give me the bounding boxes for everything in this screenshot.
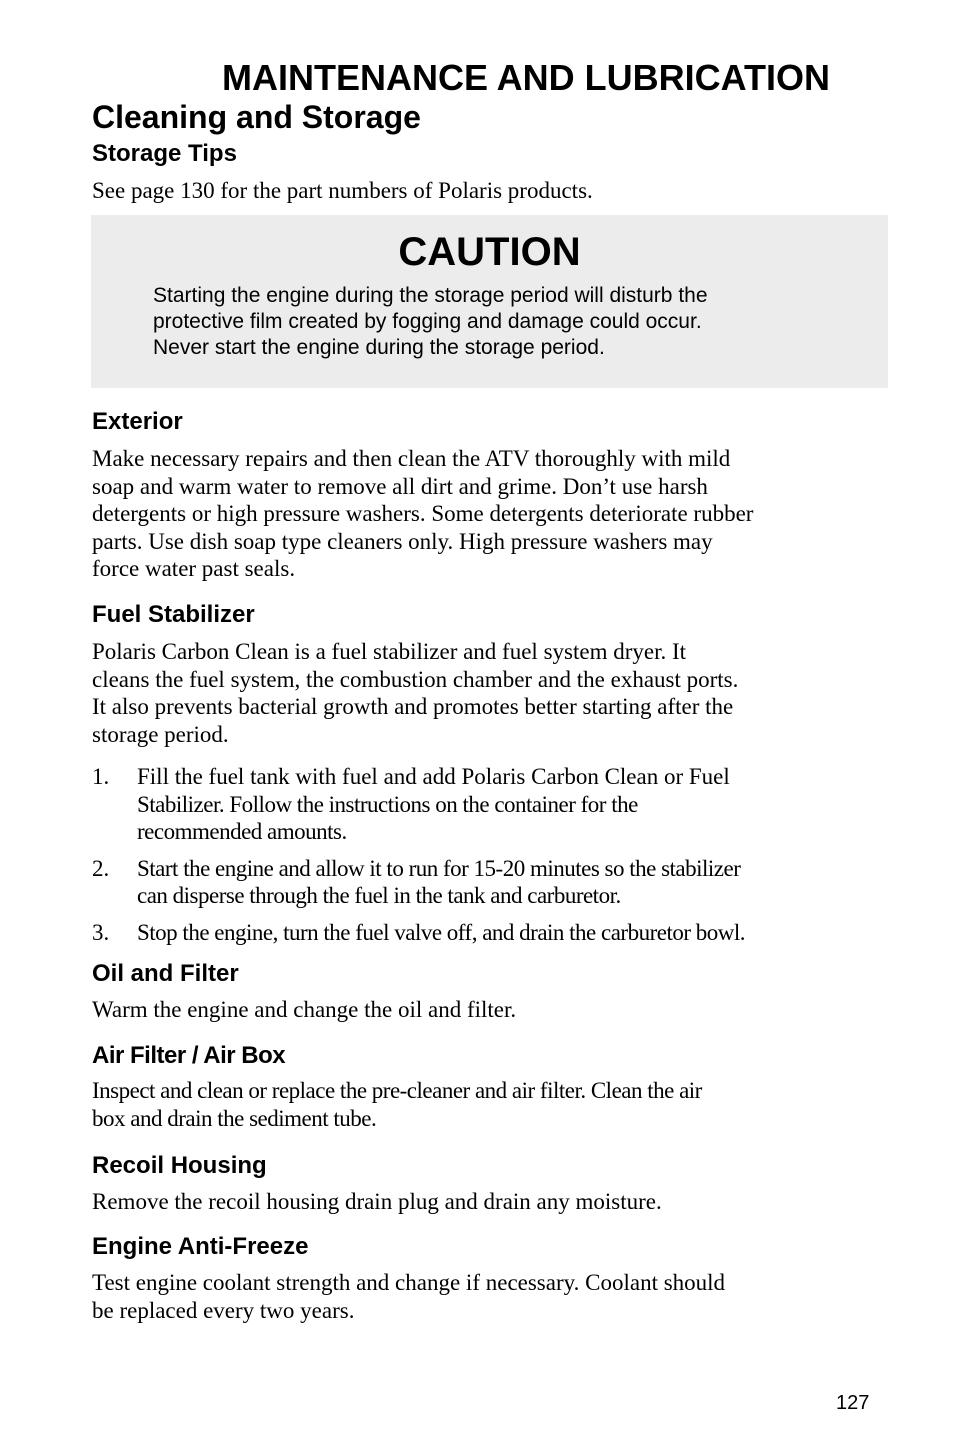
oil-filter-heading: Oil and Filter [92,960,239,987]
exterior-line: force water past seals. [92,556,296,581]
exterior-line: Make necessary repairs and then clean the ATV thoroughly with mild [92,446,731,471]
step-line: Stabilizer. Follow the instructions on the container for the [137,791,638,817]
anti-freeze-line: be replaced every two years. [92,1297,355,1323]
step-line: can disperse through the fuel in the tank and carburetor. [137,883,621,908]
air-filter-line: box and drain the sediment tube. [92,1105,377,1131]
caution-box [91,215,888,388]
air-filter-line: Inspect and clean or replace the pre-cleaner and air filter. Clean the air [92,1078,702,1103]
fuel-stabilizer-line: storage period. [92,721,229,747]
anti-freeze-line: Test engine coolant strength and change if necessary. Coolant should [92,1270,726,1295]
exterior-heading: Exterior [92,408,183,435]
fuel-stabilizer-heading: Fuel Stabilizer [92,601,255,628]
anti-freeze-text [92,1269,892,1324]
exterior-line: parts. Use dish soap type cleaners only. High pressure washers may [92,528,713,554]
step-line: Fill the fuel tank with fuel and add Polaris Carbon Clean or Fuel [137,764,730,789]
list-item [92,919,892,947]
recoil-housing-heading: Recoil Housing [92,1152,267,1179]
exterior-line: detergents or high pressure washers. Some detergents deteriorate rubber [92,501,754,526]
step-line: Start the engine and allow it to run for 15-20 minutes so the stabilizer [137,855,741,881]
list-item [92,855,892,910]
storage-tips-text: See page 130 for the part numbers of Polaris products. [92,178,593,203]
caution-line: protective film created by fogging and damage could occur. [153,310,702,333]
step-line: Stop the engine, turn the fuel valve off, and drain the carburetor bowl. [137,919,746,945]
caution-line: Starting the engine during the storage period will disturb the [153,284,708,307]
list-item [92,763,892,846]
section-title: Cleaning and Storage [92,99,421,135]
air-filter-text [92,1077,892,1132]
caution-line: Never start the engine during the storage period. [153,336,605,359]
storage-tips-heading: Storage Tips [92,140,237,167]
fuel-stabilizer-steps [92,763,892,955]
step-line: recommended amounts. [137,819,347,844]
air-filter-heading: Air Filter / Air Box [92,1042,286,1069]
caution-title: CAUTION [398,230,581,274]
fuel-stabilizer-text [92,638,892,748]
fuel-stabilizer-line: Polaris Carbon Clean is a fuel stabilizer and fuel system dryer. It [92,639,687,664]
chapter-title: MAINTENANCE AND LUBRICATION [222,57,830,98]
exterior-line: soap and warm water to remove all dirt and grime. Don’t use harsh [92,473,708,499]
anti-freeze-heading: Engine Anti-Freeze [92,1233,309,1260]
recoil-housing-text: Remove the recoil housing drain plug and drain any moisture. [92,1189,662,1214]
fuel-stabilizer-line: cleans the fuel system, the combustion chamber and the exhaust ports. [92,666,739,692]
page-number: 127 [836,1392,870,1414]
exterior-text [92,445,892,583]
step-number: 1. [92,764,110,789]
step-number: 2. [92,855,110,881]
oil-filter-text: Warm the engine and change the oil and filter. [92,997,517,1022]
caution-text [153,283,853,361]
step-number: 3. [92,919,110,945]
fuel-stabilizer-line: It also prevents bacterial growth and promotes better starting after the [92,694,734,719]
